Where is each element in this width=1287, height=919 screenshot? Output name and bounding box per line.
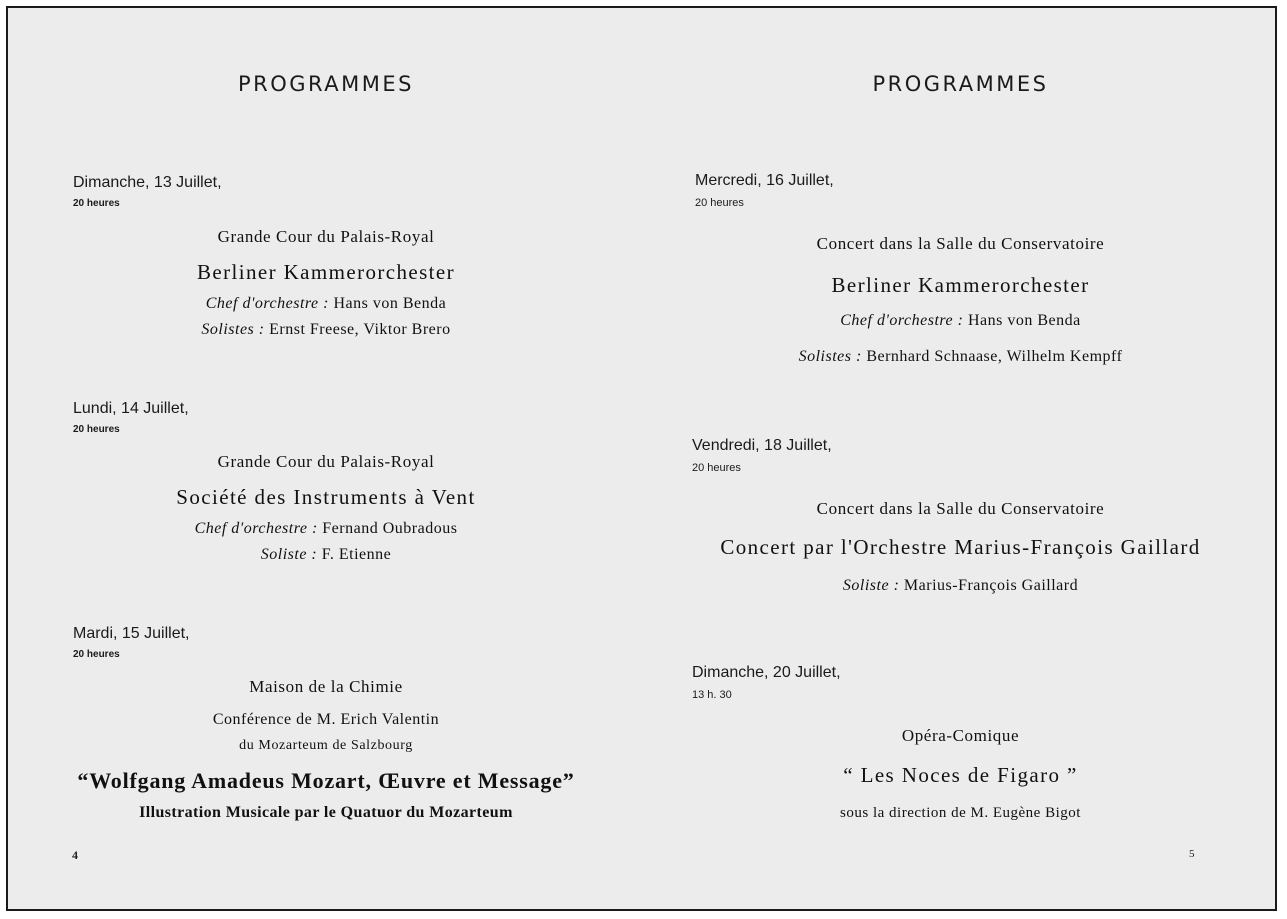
page-number: 5	[1189, 848, 1195, 860]
event-time: 20 heures	[73, 424, 120, 435]
conductor-label: Chef d'orchestre :	[194, 520, 318, 537]
event-conductor-line	[644, 312, 1277, 330]
event-venue: Concert dans la Salle du Conservatoire	[816, 499, 1105, 518]
event-title: “ Les Noces de Figaro ”	[843, 763, 1078, 787]
conductor-name: Hans von Benda	[967, 312, 1081, 329]
page-heading: PROGRAMMES	[238, 72, 414, 96]
event-conductor-line	[8, 295, 644, 313]
event-date: Dimanche, 13 Juillet,	[73, 174, 222, 191]
event-direction: sous la direction de M. Eugène Bigot	[840, 805, 1081, 821]
event-ensemble: Concert par l'Orchestre Marius-François Gaillard	[720, 535, 1201, 559]
event-time: 13 h. 30	[692, 689, 732, 701]
conductor-name: Fernand Oubradous	[322, 520, 458, 537]
event-time: 20 heures	[695, 197, 744, 209]
conductor-name: Hans von Benda	[333, 295, 447, 312]
event-title: “Wolfgang Amadeus Mozart, Œuvre et Message”	[77, 768, 575, 793]
event-ensemble: Société des Instruments à Vent	[176, 485, 476, 509]
page-number: 4	[72, 848, 78, 862]
right-page	[644, 8, 1277, 909]
event-illustration: Illustration Musicale par le Quatuor du Mozarteum	[139, 804, 513, 821]
event-time: 20 heures	[73, 649, 120, 660]
event-venue: Grande Cour du Palais-Royal	[217, 227, 435, 246]
event-time: 20 heures	[73, 198, 120, 209]
event-date: Mercredi, 16 Juillet,	[695, 172, 834, 189]
soloists-names: F. Etienne	[321, 546, 392, 563]
event-venue: Maison de la Chimie	[249, 677, 403, 696]
event-soloists-line	[644, 577, 1277, 595]
event-lecture-sub: du Mozarteum de Salzbourg	[239, 738, 413, 753]
program-booklet-spread	[6, 6, 1277, 911]
conductor-label: Chef d'orchestre :	[205, 295, 329, 312]
event-conductor-line	[8, 520, 644, 538]
event-time: 20 heures	[692, 462, 741, 474]
event-date: Vendredi, 18 Juillet,	[692, 437, 832, 454]
soloists-names: Bernhard Schnaase, Wilhelm Kempff	[866, 348, 1123, 365]
event-lecture: Conférence de M. Erich Valentin	[212, 711, 440, 728]
conductor-label: Chef d'orchestre :	[840, 312, 964, 329]
event-soloists-line	[8, 546, 644, 564]
event-ensemble: Berliner Kammerorchester	[196, 260, 456, 284]
event-venue: Grande Cour du Palais-Royal	[217, 452, 435, 471]
event-soloists-line	[8, 321, 644, 339]
event-ensemble: Berliner Kammerorchester	[831, 273, 1090, 297]
event-venue: Opéra-Comique	[901, 726, 1020, 745]
soloists-names: Ernst Freese, Viktor Brero	[269, 321, 451, 338]
soloists-label: Solistes :	[201, 321, 265, 338]
left-page	[8, 8, 644, 909]
event-date: Dimanche, 20 Juillet,	[692, 664, 841, 681]
soloists-names: Marius-François Gaillard	[903, 577, 1079, 594]
soloists-label: Soliste :	[260, 546, 318, 563]
soloists-label: Solistes :	[798, 348, 862, 365]
event-soloists-line	[644, 348, 1277, 366]
page-heading: PROGRAMMES	[872, 72, 1049, 96]
soloists-label: Soliste :	[842, 577, 900, 594]
event-date: Lundi, 14 Juillet,	[73, 400, 189, 417]
event-venue: Concert dans la Salle du Conservatoire	[816, 234, 1105, 253]
event-date: Mardi, 15 Juillet,	[73, 625, 190, 642]
